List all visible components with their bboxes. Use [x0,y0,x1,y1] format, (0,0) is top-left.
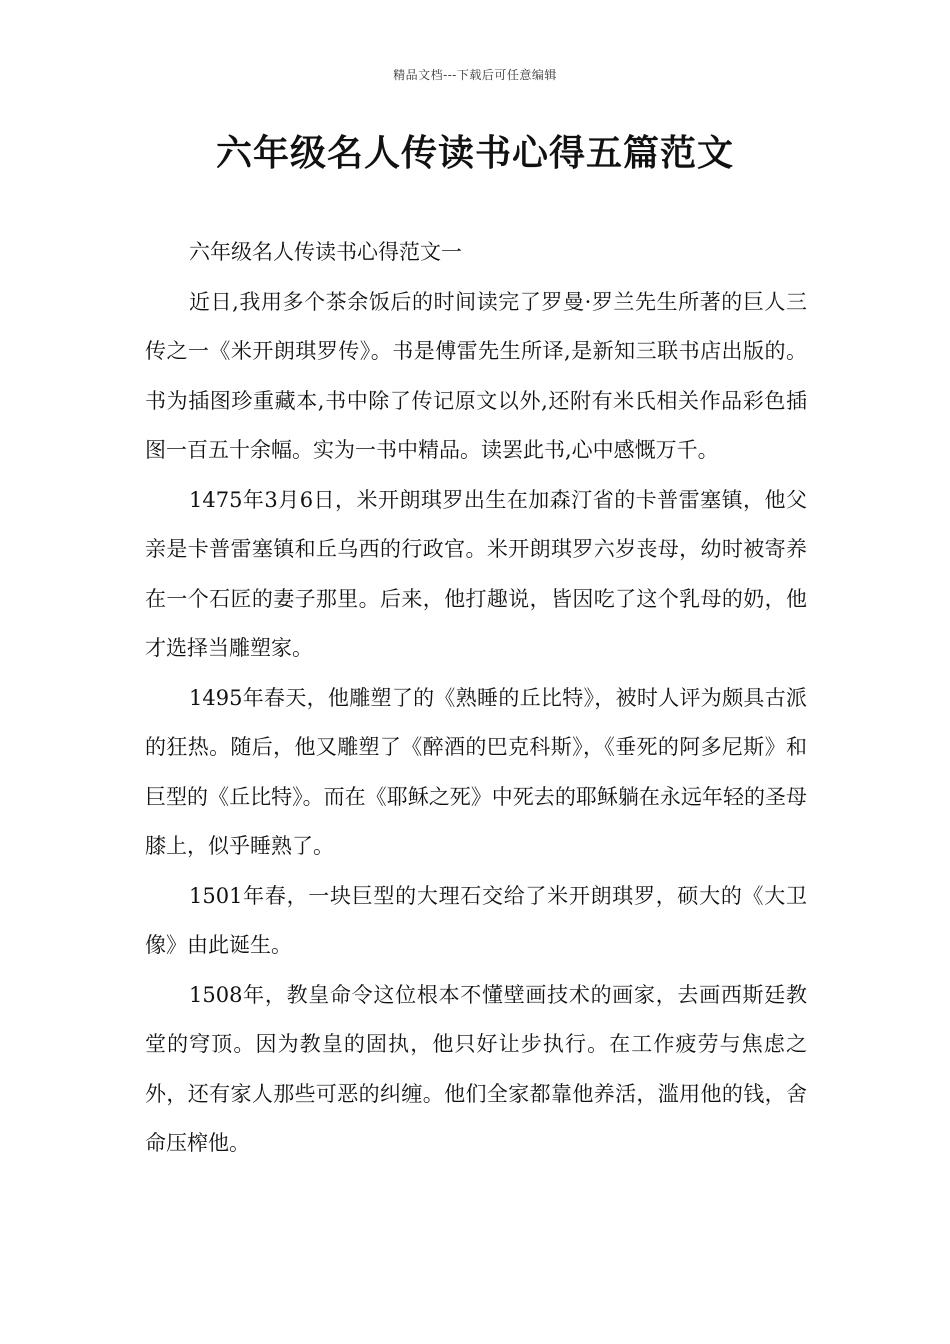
header-note: 精品文档---下载后可任意编辑 [393,68,557,82]
section-subtitle: 六年级名人传读书心得范文一 [189,240,462,264]
paragraph-4: 1501年春，一块巨型的大理石交给了米开朗琪罗，硕大的《大卫像》由此诞生。 [145,883,807,957]
paragraph-1: 近日,我用多个茶余饭后的时间读完了罗曼·罗兰先生所著的巨人三传之一《米开朗琪罗传》。书是傅雷先生所译,是新知三联书店出版的。书为插图珍重藏本,书中除了传记原文以外,还附有米氏相关作品彩色插图一百五十余幅。实为一书中精品。读罢此书,心中感慨万千。 [145,289,807,462]
paragraph-3: 1495年春天，他雕塑了的《熟睡的丘比特》，被时人评为颇具古派的狂热。随后，他又雕塑了《醉酒的巴克科斯》，《垂死的阿多尼斯》和巨型的《丘比特》。而在《耶稣之死》中死去的耶稣躺在永远年轻的圣母膝上，似乎睡熟了。 [145,685,807,858]
document-body [145,228,807,1169]
paragraph-2: 1475年3月6日，米开朗琪罗出生在加森汀省的卡普雷塞镇，他父亲是卡普雷塞镇和丘乌西的行政官。米开朗琪罗六岁丧母，幼时被寄养在一个石匠的妻子那里。后来，他打趣说，皆因吃了这个乳母的奶，他才选择当雕塑家。 [145,487,807,660]
document-title: 六年级名人传读书心得五篇范文 [215,133,734,174]
paragraph-5: 1508年，教皇命令这位根本不懂壁画技术的画家，去画西斯廷教堂的穹顶。因为教皇的固执，他只好让步执行。在工作疲劳与焦虑之外，还有家人那些可恶的纠缠。他们全家都靠他养活，滥用他的钱，舍命压榨他。 [145,982,807,1155]
